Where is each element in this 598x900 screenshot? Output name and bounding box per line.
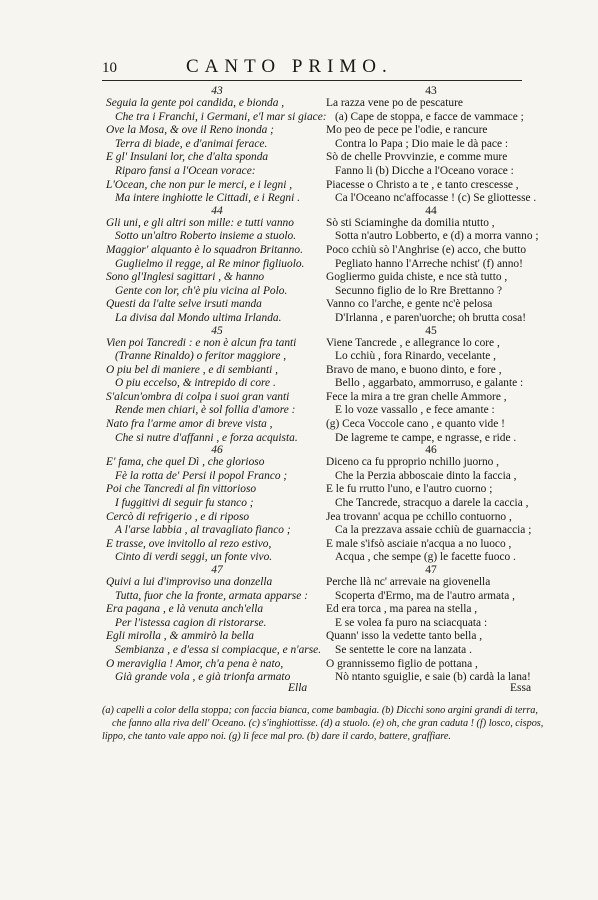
footnote-line: lippo, che tanto vale appo noi. (g) li fece mal pro. (b) dare il cardo, battere, graffiare.	[102, 731, 451, 742]
verse-line: O piu eccelso, & intrepido di core .	[115, 377, 276, 390]
verse-line: Fanno li (b) Dicche a l'Oceano vorace :	[335, 164, 514, 177]
stanza	[106, 565, 328, 685]
verse-line: Quivi a lui d'improviso una donzella	[106, 576, 273, 588]
stanza-number: 45	[211, 324, 223, 337]
verse-line: (a) Cape de stoppa, e facce de vammace ;	[335, 110, 524, 123]
verse-line: Che Tancrede, stracquo a darele la caccia ,	[335, 497, 529, 510]
verse-line: Ed era torca , ma parea na stella ,	[326, 603, 478, 616]
verse-line: Acqua , che sempe (g) le facette fuoco .	[335, 551, 516, 564]
stanza	[326, 204, 539, 326]
footnotes	[102, 704, 544, 743]
stanza-number: 46	[425, 444, 437, 457]
verse-line: Contra lo Papa ; Dio maie le dà pace :	[335, 137, 509, 150]
verse-line: Sò sti Sciaminghe da domilia ntutto ,	[326, 216, 495, 229]
verse-line: Sotto un'altro Roberto insieme a stuolo.	[115, 230, 297, 243]
verse-line: Era pagana , e là venuta anch'ella	[106, 603, 264, 616]
verse-line: Scoperta d'Ermo, ma de l'autro armata ,	[335, 589, 515, 602]
verse-line: Bello , aggarbato, ammorruso, e galante :	[335, 377, 524, 390]
verse-line: Vanno co l'arche, e gente nc'è pelosa	[326, 298, 493, 311]
verse-line: Jea trovann' acqua pe cchillo contuorno ,	[326, 510, 512, 523]
stanza	[106, 326, 328, 446]
verse-line: Quann' isso la vedette tanto bella ,	[326, 630, 483, 643]
verse-line: Per l'istessa cagion di ristorarse.	[115, 616, 267, 629]
stanza-number: 43	[211, 85, 223, 97]
verse-line: Guglielmo il regge, al Re minor figliuolo.	[115, 257, 305, 270]
running-title: CANTO PRIMO.	[186, 56, 393, 77]
verse-line: Gli uni, e gli altri son mille: e tutti vanno	[106, 216, 294, 229]
verse-line: Vien poi Tancredi : e non è alcun fra tanti	[106, 336, 297, 349]
verse-line: Gogliermo guida chiste, e nce stà tutto ,	[326, 271, 508, 284]
verse-line: La razza vene po de pescature	[326, 97, 463, 109]
verse-line: Poi che Tancredi al fin vittorioso	[106, 483, 257, 496]
verse-line: Piacesse o Christo a te , e tanto crescesse ,	[326, 178, 519, 191]
footnote-line: che fanno alla riva dell' Oceano. (c) s'inghiottisse. (d) a stuolo. (e) oh, che gran caduta ! (f) losco, cispos,	[112, 718, 544, 729]
verse-line: E se volea fa puro na sciacquata :	[335, 616, 488, 629]
verse-line: Già grande vola , e già trionfa armato	[115, 671, 291, 684]
catchword-right: Essa	[510, 682, 532, 694]
neapolitan-column	[326, 85, 539, 685]
verse-line: Sono gl'Inglesi sagittari , & hanno	[106, 271, 265, 284]
verse-line: E trasse, ove invitollo al rezo estivo,	[106, 537, 272, 550]
verse-line: O meraviglia ! Amor, ch'a pena è nato,	[106, 657, 284, 670]
verse-line: Che si nutre d'affanni , e forza acquista.	[115, 431, 298, 444]
verse-line: Che tra i Franchi, i Germani, e'l mar si giace:	[115, 110, 327, 123]
stanza	[326, 86, 536, 206]
verse-line: Tutta, fuor che la fronte, armata apparse :	[115, 589, 308, 602]
stanza-number: 44	[211, 204, 223, 217]
stanza-number: 47	[211, 564, 223, 576]
verse-line: Seguia la gente poi candida, e bionda ,	[106, 97, 285, 109]
verse-line: E lo voze vassallo , e fece amante :	[335, 404, 495, 417]
verse-line: Poco cchiù sò l'Anghrise (e) acco, che butto	[326, 243, 527, 256]
verse-line: Maggior' alquanto è lo squadron Britanno.	[106, 243, 303, 256]
italian-column	[106, 86, 328, 685]
catchword-left: Ella	[288, 682, 308, 694]
verse-line: Lo cchiù , fora Rinardo, vecelante ,	[335, 350, 496, 363]
verse-line: Diceno ca fu pproprio nchillo juorno ,	[326, 456, 500, 469]
stanza-number: 44	[425, 204, 437, 217]
verse-line: E' fama, che quel Dì , che glorioso	[106, 456, 265, 469]
verse-line: Secunno figlio de lo Rre Brettanno ?	[335, 284, 503, 297]
verse-line: Rende men chiari, è sol follia d'amore :	[115, 404, 296, 417]
verse-line: De lagreme te campe, e ngrasse, e ride .	[335, 431, 517, 444]
verse-line: La divisa dal Mondo ultima Irlanda.	[115, 311, 282, 324]
header-rule	[102, 80, 522, 81]
verse-line: Ove la Mosa, & ove il Reno inonda ;	[106, 124, 274, 137]
verse-line: E le fu rrutto l'uno, e l'autro cuorno ;	[326, 483, 493, 496]
verse-line: Cinto di verdi seggi, un fonte vivo.	[115, 551, 273, 564]
verse-line: S'alcun'ombra di colpa i suoi gran vanti	[106, 390, 290, 403]
verse-line: Sò de chelle Provvinzie, e comme mure	[326, 151, 508, 164]
verse-line: Ca la prezzava assaie cchiù de guarnaccia ;	[335, 524, 532, 537]
verse-line: Ca l'Oceano nc'affocasse ! (c) Se gliottesse .	[335, 192, 537, 205]
verse-line: Viene Tancrede , e allegrance lo core ,	[326, 336, 500, 349]
verse-line: Che la Perzia abboscaie dinto la faccia ,	[335, 469, 517, 482]
footnote-line: (a) capelli a color della stoppa; con faccia bianca, come bambagia. (b) Dicchi sono argini grandi di terra,	[102, 705, 538, 716]
verse-line: O piu bel di maniere , e di sembianti ,	[106, 363, 278, 376]
stanza	[106, 86, 328, 206]
stanza-number: 43	[425, 85, 437, 97]
verse-line: L'Ocean, che non pur le merci, e i legni ,	[106, 178, 293, 191]
stanza-number: 47	[425, 564, 437, 576]
verse-line: I fuggitivi di seguir fu stanco ;	[115, 497, 254, 510]
verse-line: D'Irlanna , e paren'uorche; oh brutta cosa!	[335, 311, 527, 324]
stanza	[326, 565, 536, 685]
verse-line: Nò ntanto sguiglie, e saie (b) cardà la lana!	[335, 671, 531, 684]
verse-line: Perche llà nc' arrevaie na giovenella	[326, 576, 491, 588]
verse-line: Ma intere inghiotte le Cittadi, e i Regni .	[115, 192, 300, 205]
verse-line: (g) Ceca Voccole cano , e quanto vide !	[326, 418, 505, 431]
verse-line: A l'arse labbia , al travagliato fianco ;	[115, 524, 291, 537]
verse-line: O grannissemo figlio de pottana ,	[326, 657, 478, 670]
page-number: 10	[102, 60, 117, 76]
verse-line: Sotta n'autro Lobberto, e (d) a morra vanno ;	[335, 230, 539, 243]
verse-line: (Tranne Rinaldo) o feritor maggiore ,	[115, 350, 287, 363]
stanza	[326, 326, 536, 446]
verse-line: E gl' Insulani lor, che d'alta sponda	[106, 151, 269, 164]
stanza	[106, 206, 328, 326]
verse-line: Cercò di refrigerio , e di riposo	[106, 510, 250, 523]
verse-line: Gente con lor, ch'è piu vicina al Polo.	[115, 284, 288, 297]
verse-line: Bravo de mano, e buono dinto, e fore ,	[326, 363, 502, 376]
verse-line: Mo peo de pece pe l'odie, e rancure	[326, 124, 488, 137]
verse-line: E male s'ifsò asciaie n'acqua a no luoco ,	[326, 537, 512, 550]
verse-line: Egli mirolla , & ammirò la bella	[106, 630, 254, 643]
stanza	[106, 445, 328, 565]
verse-line: Se sentette le core na lanzata .	[335, 643, 472, 656]
verse-line: Nato fra l'arme amor di breve vista ,	[106, 418, 273, 431]
verse-line: Questi da l'alte selve irsuti manda	[106, 298, 262, 311]
stanza-number: 46	[211, 444, 223, 457]
verse-line: Fè la rotta de' Persi il popol Franco ;	[115, 469, 288, 482]
stanza-number: 45	[425, 324, 437, 337]
verse-line: Pegliato hanno l'Arreche nchist' (f) anno!	[335, 257, 523, 270]
verse-line: Fece la mira a tre gran chelle Ammore ,	[326, 390, 507, 403]
verse-line: Terra di biade, e d'animai ferace.	[115, 137, 268, 150]
stanza	[326, 445, 536, 565]
verse-line: Sembianza , e d'essa si compiacque, e n'arse.	[115, 643, 322, 656]
verse-line: Riparo fansi a l'Ocean vorace:	[115, 164, 256, 177]
